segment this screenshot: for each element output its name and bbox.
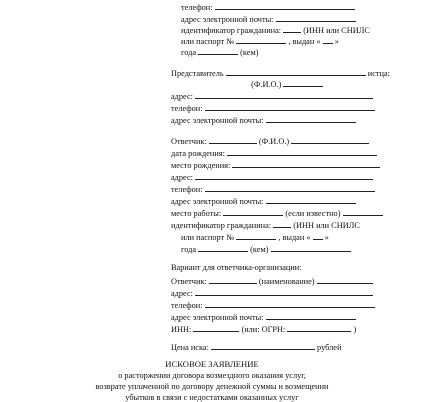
representative-name-hint: (Ф.И.О.): [251, 80, 282, 89]
org-defendant-hint: (наименование): [258, 277, 315, 286]
defendant-passport-label: или паспорт №: [181, 233, 235, 242]
claimant-id-blank: [283, 25, 301, 33]
representative-address-blank: [195, 91, 373, 99]
claimant-id-label: идентификатор гражданина:: [181, 26, 282, 35]
org-address-blank: [195, 288, 373, 296]
representative-address-row: [171, 91, 373, 101]
representative-phone-label: телефон:: [171, 104, 203, 113]
defendant-issuer-blank: [198, 244, 248, 252]
org-inn-blank: [193, 324, 239, 332]
defendant-passport-row: [181, 232, 329, 242]
org-defendant-blank: [209, 276, 257, 284]
representative-address-label: адрес:: [171, 92, 193, 101]
defendant-birthdate-label: дата рождения:: [171, 149, 225, 158]
representative-of-claimant: истца:: [367, 69, 390, 78]
claimant-email-blank: [276, 14, 356, 22]
org-ogrn-blank: [287, 324, 351, 332]
defendant-work-row: [171, 208, 383, 218]
defendant-passport-quote: »: [324, 233, 329, 242]
representative-email-row: [171, 115, 356, 125]
claimant-passport-issued: , выдан «: [288, 37, 321, 46]
org-phone-label: телефон:: [171, 301, 203, 310]
defendant-work-hint: (если известно): [285, 209, 341, 218]
defendant-label: Ответчик:: [171, 137, 207, 146]
claimant-id-row: [181, 25, 370, 35]
representative-label: Представитель: [171, 69, 224, 78]
defendant-phone-blank: [205, 184, 375, 192]
defendant-id-label: идентификатор гражданина:: [171, 221, 272, 230]
defendant-birthdate-blank: [227, 148, 377, 156]
defendant-work-blank-2: [343, 208, 383, 216]
defendant-id-hint: (ИНН или СНИЛС: [293, 221, 360, 230]
defendant-birthplace-label: место рождения:: [171, 161, 231, 170]
claimant-passport-row: [181, 36, 339, 46]
defendant-work-label: место работы:: [171, 209, 222, 218]
representative-blank: [226, 68, 366, 76]
defendant-email-label: адрес электронной почты:: [171, 197, 264, 206]
defendant-birthplace-blank: [232, 160, 380, 168]
org-phone-row: [171, 300, 375, 310]
defendant-birthplace-row: [171, 160, 380, 170]
representative-phone-row: [171, 103, 375, 113]
claimant-id-hint: (ИНН или СНИЛС: [303, 26, 370, 35]
claimant-phone-row: [181, 2, 355, 12]
defendant-email-blank: [266, 196, 356, 204]
org-variant-heading: Вариант для ответчика-организации:: [171, 263, 302, 272]
org-inn-label: ИНН:: [171, 325, 192, 334]
claimant-issuer-row: [181, 47, 258, 57]
defendant-email-row: [171, 196, 356, 206]
representative-name-blank: [283, 79, 323, 87]
document-subtitle-3: убытков в связи с недостатками оказанных услуг: [125, 393, 299, 402]
defendant-name-hint: (Ф.И.О.): [258, 137, 290, 146]
org-inn-row: [171, 324, 356, 334]
document-subtitle-1: о расторжении договора возмездного оказания услуг,: [118, 371, 306, 380]
defendant-address-label: адрес:: [171, 173, 193, 182]
representative-email-label: адрес электронной почты:: [171, 116, 264, 125]
org-email-blank: [266, 312, 356, 320]
defendant-work-blank: [223, 208, 283, 216]
representative-row: [171, 68, 390, 78]
org-phone-blank: [205, 300, 375, 308]
claimant-issuer-hint: (кем): [240, 48, 259, 57]
defendant-blank-1: [209, 136, 257, 144]
claimant-phone-label: телефон:: [181, 3, 213, 12]
claimant-year-label: года: [181, 48, 197, 57]
org-defendant-row: [171, 276, 373, 286]
defendant-passport-issued: , выдан «: [278, 233, 311, 242]
defendant-address-blank: [195, 172, 373, 180]
org-defendant-label: Ответчик:: [171, 277, 207, 286]
defendant-id-row: [171, 220, 360, 230]
claimant-email-row: [181, 14, 356, 24]
representative-phone-blank: [205, 103, 375, 111]
defendant-issuer-blank-2: [271, 244, 351, 252]
org-defendant-blank-2: [317, 276, 373, 284]
claimant-passport-label: или паспорт №: [181, 37, 235, 46]
defendant-blank-2: [291, 136, 369, 144]
org-ogrn-close: ): [353, 325, 357, 334]
defendant-phone-row: [171, 184, 375, 194]
defendant-passport-blank: [236, 232, 276, 240]
org-email-label: адрес электронной почты:: [171, 313, 264, 322]
claimant-passport-quote: »: [334, 37, 339, 46]
defendant-issuer-hint: (кем): [250, 245, 269, 254]
defendant-passport-day-blank: [313, 232, 323, 240]
defendant-phone-label: телефон:: [171, 185, 203, 194]
claim-price-currency: рублей: [317, 343, 342, 352]
claim-price-row: [171, 342, 341, 352]
document-title: ИСКОВОЕ ЗАЯВЛЕНИЕ: [165, 359, 259, 369]
document-subtitle-2: возврате уплаченной по договору денежной суммы и возмещении: [95, 382, 329, 391]
defendant-birthdate-row: [171, 148, 377, 158]
org-address-row: [171, 288, 373, 298]
org-ogrn-label: (или: ОГРН:: [241, 325, 286, 334]
defendant-address-row: [171, 172, 373, 182]
claimant-passport-day-blank: [323, 36, 333, 44]
representative-name-row: [171, 79, 323, 89]
claim-price-blank: [211, 342, 315, 350]
representative-email-blank: [266, 115, 356, 123]
defendant-row: [171, 136, 369, 146]
claim-price-label: Цена иска:: [171, 343, 209, 352]
claimant-phone-blank: [215, 2, 355, 10]
defendant-year-label: года: [181, 245, 197, 254]
defendant-issuer-row: [181, 244, 351, 254]
defendant-id-blank: [273, 220, 291, 228]
org-email-row: [171, 312, 356, 322]
claimant-email-label: адрес электронной почты:: [181, 15, 274, 24]
org-address-label: адрес:: [171, 289, 193, 298]
claimant-issuer-blank: [198, 47, 238, 55]
claimant-passport-blank: [236, 36, 286, 44]
